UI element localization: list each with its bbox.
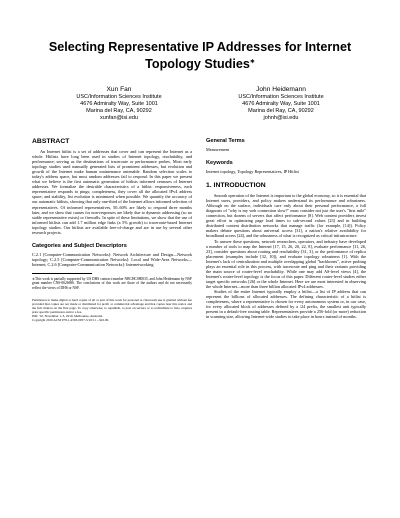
general-terms-heading: General Terms	[206, 138, 245, 144]
categories-heading: Categories and Subject Descriptors	[32, 242, 127, 249]
title-line-1: Selecting Representative IP Addresses for Internet	[48, 40, 352, 54]
permission-notice: Permission to make digital or hard copies of all or part of this work for personal or classroom use is granted without fee provided that copies are not made or distributed for profit or commercial advantage and that copies bear this notice and the full citation on the first page. To copy otherwise, to republish, to post on servers or to redistribute to lists, requires prior specific permission and/or a fee.	[32, 297, 192, 315]
author-address-line: 4676 Admiralty Way, Suite 1001	[80, 101, 158, 107]
introduction-heading: 1. INTRODUCTION	[206, 182, 266, 190]
keywords-text: Internet topology, Topology Representatives, IP Hitlist	[206, 169, 299, 175]
venue-line: IMC '10, November 1–3, 2010, Melbourne, Australia.	[32, 314, 104, 319]
author-affiliation: USC/Information Sciences Institute	[76, 94, 162, 100]
author-address-line: Marina del Ray, CA, 90292	[86, 108, 152, 114]
intro-paragraph-2: To answer these questions, network researchers, operators, and industry have developed a number of tools to map the Internet [17, 15, 26, 20, 22, 8], evaluate performance [11, 26, 23], consider questions about routing and reachability [31, 3], or the performance of replica placement (examples include [32, 10]), and evaluate topology robustness [1]. With the Internet's lack of centralization and multiple overlapping global "backbones", active probing plays an essential role in this process, with traceroute and ping and their variants providing the main source of router-level reachability. While one may add AS-level views [4], the Internet's router-level topology is the focus of this paper. Different router-level studies either target specific networks [26] or the whole Internet. Here we are most interested in observing the whole Internet—more than three billion allocated IPv4 addresses.	[206, 238, 366, 289]
author-name: John Heidemann	[256, 86, 306, 93]
author-address-line: 4676 Admiralty Way, Suite 1001	[242, 101, 320, 107]
categories-text: C.2.1 [Computer-Communication Networks]: Network Architecture and Design—Network topology; C.2.5 [Computer-Communication Networks]: Local and Wide-Area Networks—Internet; C.2.6 [Computer-Communication Networks]: Internetworking	[32, 251, 192, 267]
left-column	[32, 138, 192, 322]
general-terms-text: Measurement	[206, 147, 230, 152]
title-line-2	[40, 55, 360, 72]
copyright-line: Copyright 2010 ACM 978-1-4503-0057-5/10/11 ...$10.00.	[32, 318, 110, 323]
author-affiliation: USC/Information Sciences Institute	[238, 94, 324, 100]
author-email: johnh@isi.edu	[263, 115, 299, 121]
keywords-heading: Keywords	[206, 160, 233, 167]
intro-paragraph-3: Studies of the entire Internet typically employ a hitlist—a list of IP address that can represent the billions of allocated addresses. The defining characteristic of a hitlist is completeness, where a representative is chosen for every autonomous system or, in our case, for every allocated block of addresses defined by a /24 prefix, the smallest unit typically present in a default-free routing table. Representatives provide a 256-fold (or more) reduction in scanning size, allowing Internet-wide studies to take place in hours instead of months.	[206, 288, 366, 320]
title-line-2-text: Topology Studies	[145, 57, 250, 72]
paper-title	[40, 40, 360, 72]
intro-paragraph-1: Smooth operation of the Internet is important to the global economy, so it is essential that Internet users, providers, and policy makers understand its performance and robustness. Although on the surface, individuals care only about their personal performance, a full diagnosis of "why is my web connection slow?" must consider not just the user's "first mile" connection, but dozens of servers that affect performance [8]. Web content providers invest great effort in optimizing page load times to sub-second values [23] and in building distributed content distribution networks that manage traffic (for example, [14]). Policy makers debate questions about universal access [31], a nation's relative availability for broadband access [24], and the robustness of what is recognized as critical infrastructure.	[206, 193, 366, 239]
right-column	[206, 138, 366, 319]
author-name: Xun Fan	[106, 86, 132, 93]
author-2	[206, 86, 356, 122]
footnote-text: ∗This work is partially supported by US DHS contract number NBCHC080035, and John Heidemann by NSF grant number CNS-0626696. The conclusions of this work are those of the authors and do not necessarily reflect the views of DHS or NSF.	[32, 276, 192, 290]
abstract-text: An Internet hitlist is a set of addresses that cover and can represent the Internet as a whole. Hitlists have long been used in studies of Internet topology, reachability, and performance; serving as the destinations of traceroute or performance probes. Most early topology studies used manually generated lists of prominent addresses, but evolution and growth of the Internet make human maintenance untenable. Random selection scales to today's address space, but most random addresses fail to respond. In this paper we present what we believe is the first automatic generation of hitlists informed censuses of Internet addresses. We formalize the desirable characteristics of a hitlist: responsiveness, each representative responds to pings; completeness, they cover all the allocated IPv4 address space; and stability, list evolution is minimized when possible. We quantify the accuracy of our automatic hitlists, showing that only one-third of the Internet allows informed selection of representatives. Of informed representatives, 50–60% are likely to respond three months later, and we show that causes for non-responses are likely due to dynamic addressing (so no stable representative exists) or firewalls. In spite of these limitations, we show that the use of informed hitlists can add 1.7 million edge links (a 5% growth) to traceroute-based Internet topology studies. Our hitlists are available free-of-charge and are in use by several other research projects.	[32, 149, 192, 235]
abstract-heading: ABSTRACT	[32, 138, 70, 145]
author-block	[44, 86, 356, 122]
author-address-line: Marina del Ray, CA, 90292	[248, 108, 314, 114]
author-email: xunfan@isi.edu	[100, 115, 138, 121]
author-1	[44, 86, 194, 122]
title-footnote-mark: ∗	[249, 59, 255, 65]
footnote-rule	[32, 273, 92, 274]
